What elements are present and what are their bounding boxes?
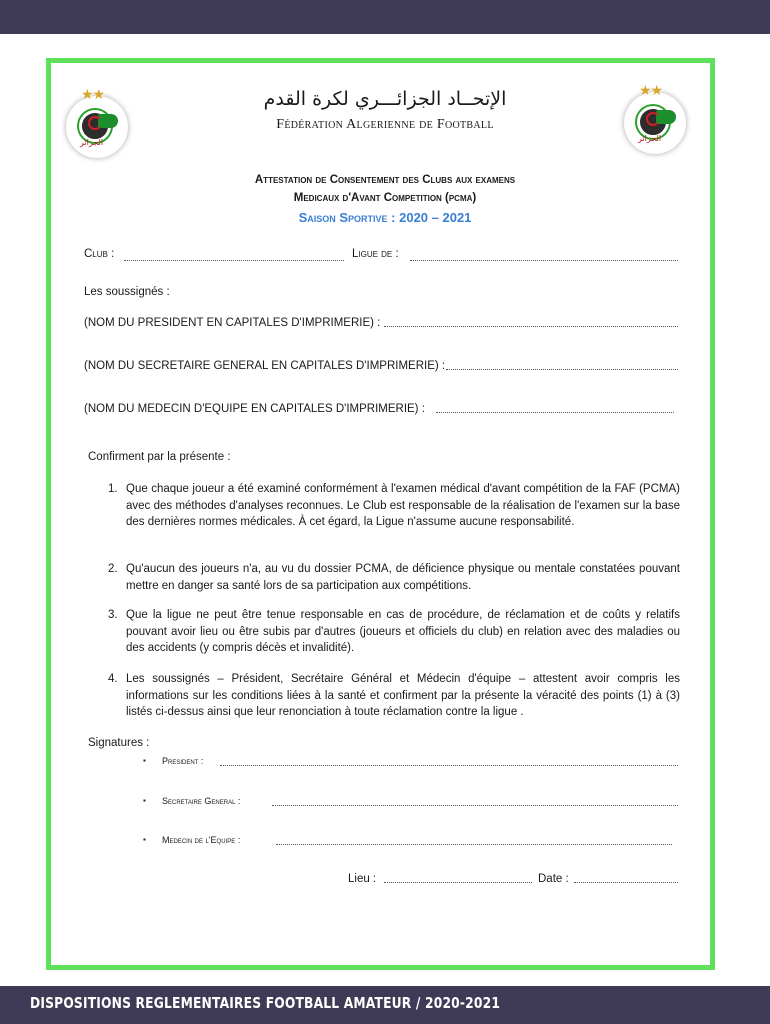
bullet-icon: ▪ xyxy=(143,796,146,805)
medecin-name-label: (NOM DU MEDECIN D'EQUIPE EN CAPITALES D'IMPRIMERIE) : xyxy=(84,403,425,415)
ligue-field[interactable] xyxy=(410,260,678,261)
top-bar xyxy=(0,0,770,34)
item-text: Que la ligue ne peut être tenue responsable en cas de procédure, de réclamation et de coûts y relatifs pouvant avoir lieu ou être subis par d'autres (joueurs et officiels du club) en relation avec des maladies ou des accidents (y compris décès et invalidité). xyxy=(126,609,680,654)
stars-icon: ★★ xyxy=(81,86,105,102)
bullet-icon: ▪ xyxy=(143,835,146,844)
crescent-icon xyxy=(88,116,102,130)
logo-text: الجزائر xyxy=(638,134,662,143)
medecin-signature-label: Medecin de l'Equipe : xyxy=(162,835,241,845)
president-name-label: (NOM DU PRESIDENT EN CAPITALES D'IMPRIMERIE) : xyxy=(84,317,381,329)
list-item xyxy=(108,607,680,657)
faf-logo-left xyxy=(66,86,128,158)
item-number: 3. xyxy=(108,609,118,621)
faf-logo-right xyxy=(624,82,686,154)
subtitle-line-1: Attestation de Consentement des Clubs aux examens xyxy=(254,174,516,186)
medecin-name-field[interactable] xyxy=(436,412,674,413)
lieu-field[interactable] xyxy=(384,882,532,883)
date-label: Date : xyxy=(538,873,569,885)
list-item xyxy=(108,561,680,594)
title-arabic: الإتحــاد الجزائـــري لكرة القدم xyxy=(263,88,507,110)
stars-icon: ★★ xyxy=(639,82,663,98)
secretaire-signature-field[interactable] xyxy=(272,805,678,806)
item-number: 1. xyxy=(108,483,118,495)
logo-text: الجزائر xyxy=(80,138,104,147)
signatures-label: Signatures : xyxy=(88,737,150,749)
president-signature-field[interactable] xyxy=(220,765,678,766)
secretaire-name-label: (NOM DU SECRETAIRE GENERAL EN CAPITALES D'IMPRIMERIE) : xyxy=(84,360,446,372)
subtitle-line-2: Medicaux d'Avant Competition (pcma) xyxy=(293,192,477,204)
item-text: Qu'aucun des joueurs n'a, au vu du dossier PCMA, de déficience physique ou mentale constatées pouvant mettre en danger sa santé lors de sa participation aux compétitions. xyxy=(126,563,680,592)
date-field[interactable] xyxy=(574,882,678,883)
footer-title: DISPOSITIONS REGLEMENTAIRES FOOTBALL AMATEUR / 2020-2021 xyxy=(30,994,501,1012)
item-number: 4. xyxy=(108,673,118,685)
secretaire-name-field[interactable] xyxy=(446,369,678,370)
medecin-signature-field[interactable] xyxy=(276,844,672,845)
title-french: Fédération Algerienne de Football xyxy=(276,117,494,132)
club-field[interactable] xyxy=(124,260,344,261)
confirment-label: Confirment par la présente : xyxy=(88,451,231,463)
item-text: Que chaque joueur a été examiné conformément à l'examen médical d'avant compétition de la FAF (PCMA) avec des méthodes d'analyses reconnues. Le Club est responsable de la réalisation de l'examen sur la base des dernières normes médicales. À cet égard, la Ligue n'assume aucune responsabilité. xyxy=(126,483,680,528)
president-name-field[interactable] xyxy=(384,326,678,327)
item-text: Les soussignés – Président, Secrétaire Général et Médecin d'équipe – attestent avoir compris les informations sur les conditions liées à la santé et confirment par la présente la véracité des points (1) à (3) listés ci-dessus ainsi que leur renonciation à toute réclamation contre la ligue . xyxy=(126,673,680,718)
crescent-icon xyxy=(646,112,660,126)
ligue-label: Ligue de : xyxy=(352,248,399,260)
season-label: Saison Sportive : 2020 – 2021 xyxy=(298,210,472,225)
secretaire-signature-label: Secretaire General : xyxy=(162,796,241,806)
lieu-label: Lieu : xyxy=(348,873,377,885)
item-number: 2. xyxy=(108,563,118,575)
list-item xyxy=(108,671,680,721)
list-item xyxy=(108,481,680,531)
president-signature-label: President : xyxy=(162,756,204,766)
soussignes-label: Les soussignés : xyxy=(84,286,170,298)
bullet-icon: ▪ xyxy=(143,756,146,765)
club-label: Club : xyxy=(84,248,115,260)
